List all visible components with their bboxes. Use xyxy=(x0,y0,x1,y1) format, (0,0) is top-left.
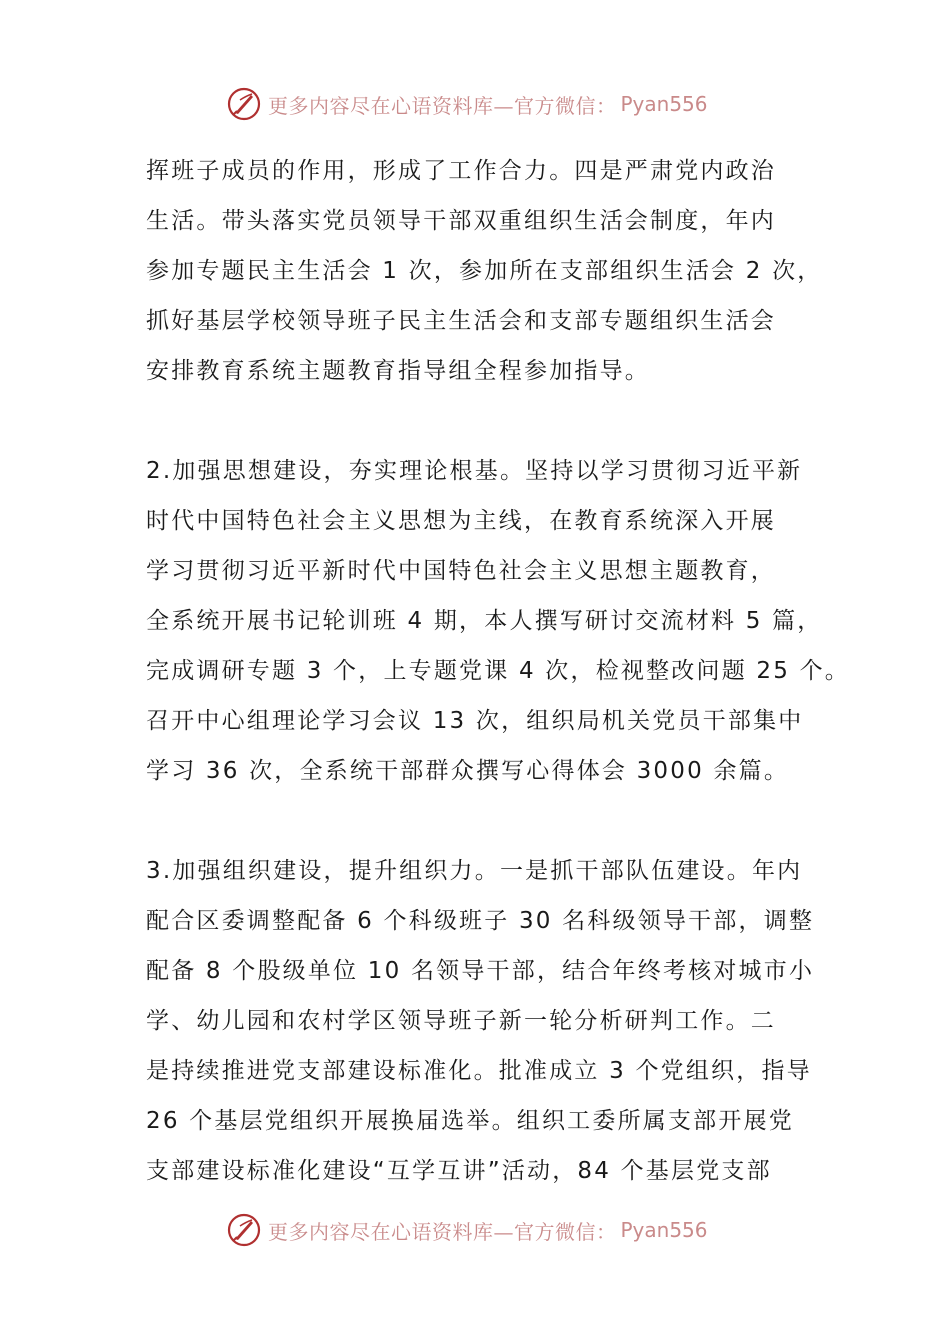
paragraph xyxy=(146,846,826,1196)
watermark-wechat-id: Pyan556 xyxy=(620,1218,708,1242)
text-line: 配备 8 个股级单位 10 名领导干部，结合年终考核对城市小 xyxy=(146,958,815,984)
text-line: 完成调研专题 3 个，上专题党课 4 次，检视整改问题 25 个。 xyxy=(146,658,850,684)
quill-logo-icon xyxy=(226,1212,262,1248)
text-line: 支部建设标准化建设“互学互讲”活动，84 个基层党支部 xyxy=(146,1158,772,1184)
paragraph-gap xyxy=(146,796,826,846)
text-line: 学习贯彻习近平新时代中国特色社会主义思想主题教育， xyxy=(146,558,776,584)
text-line: 全系统开展书记轮训班 4 期，本人撰写研讨交流材料 5 篇， xyxy=(146,608,823,634)
paragraph-gap xyxy=(146,396,826,446)
text-line: 学习 36 次，全系统干部群众撰写心得体会 3000 余篇。 xyxy=(146,758,790,784)
text-line: 2.加强思想建设，夯实理论根基。坚持以学习贯彻习近平新 xyxy=(146,458,803,484)
text-line: 3.加强组织建设，提升组织力。一是抓干部队伍建设。年内 xyxy=(146,858,803,884)
quill-logo-icon xyxy=(226,86,262,122)
text-line: 学、幼儿园和农村学区领导班子新一轮分析研判工作。二 xyxy=(146,1008,776,1034)
watermark-text: 更多内容尽在心语资料库—官方微信： xyxy=(268,93,617,118)
watermark-wechat-id: Pyan556 xyxy=(620,92,708,116)
watermark-text: 更多内容尽在心语资料库—官方微信： xyxy=(268,1219,617,1244)
text-line: 26 个基层党组织开展换届选举。组织工委所属支部开展党 xyxy=(146,1108,794,1134)
text-line: 配合区委调整配备 6 个科级班子 30 名科级领导干部，调整 xyxy=(146,908,815,934)
text-line: 挥班子成员的作用，形成了工作合力。四是严肃党内政治 xyxy=(146,158,776,184)
text-line: 安排教育系统主题教育指导组全程参加指导。 xyxy=(146,358,650,384)
header-watermark xyxy=(226,84,708,124)
paragraph xyxy=(146,146,826,396)
text-line: 召开中心组理论学习会议 13 次，组织局机关党员干部集中 xyxy=(146,708,804,734)
footer-watermark xyxy=(226,1210,708,1250)
text-line: 参加专题民主生活会 1 次，参加所在支部组织生活会 2 次， xyxy=(146,258,823,284)
text-line: 是持续推进党支部建设标准化。批准成立 3 个党组织，指导 xyxy=(146,1058,812,1084)
text-line: 抓好基层学校领导班子民主生活会和支部专题组织生活会 xyxy=(146,308,776,334)
text-line: 生活。带头落实党员领导干部双重组织生活会制度，年内 xyxy=(146,208,776,234)
text-line: 时代中国特色社会主义思想为主线，在教育系统深入开展 xyxy=(146,508,776,534)
paragraph xyxy=(146,446,850,796)
document-body xyxy=(146,146,850,1196)
